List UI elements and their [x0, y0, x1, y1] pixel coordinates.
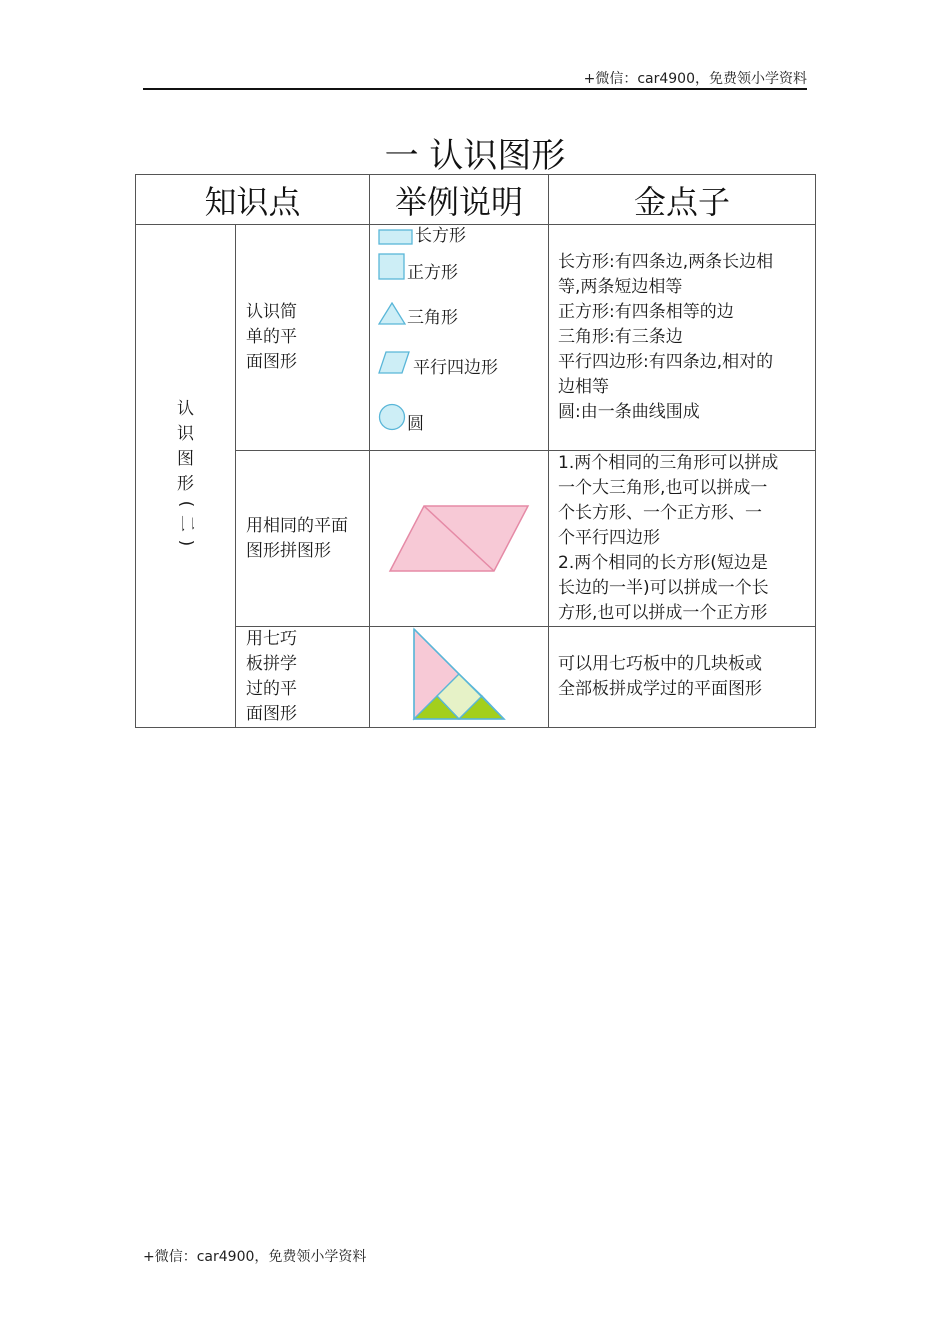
shape-label: 平行四边形	[413, 358, 499, 378]
rectangle-icon	[378, 228, 414, 246]
topic-line: 图形拼图形	[246, 540, 331, 561]
square-icon	[378, 253, 406, 281]
knowledge-table	[135, 174, 816, 728]
shape-item	[378, 347, 498, 378]
tip-cell	[549, 451, 816, 627]
tip-line: 正方形:有四条相等的边	[558, 302, 734, 322]
category-cell	[136, 225, 236, 728]
topic-line: 过的平	[246, 679, 297, 699]
tangram-triangle-icon	[370, 627, 549, 724]
shape-item	[378, 399, 424, 434]
tip-line: 长方形:有四条边,两条长边相	[558, 252, 774, 272]
table-header-row	[136, 175, 816, 225]
tip-line: 个长方形、一个正方形、一	[558, 503, 763, 523]
tip-line: 全部板拼成学过的平面图形	[558, 679, 763, 699]
category-label: 认 识 图 形 ( 二 )	[175, 398, 196, 546]
tip-line: 2.两个相同的长方形(短边是	[558, 553, 768, 573]
topic-line: 单的平	[246, 327, 297, 347]
tip-line: 个平行四边形	[558, 528, 661, 548]
tip-line: 三角形:有三条边	[558, 327, 683, 347]
shape-item	[378, 227, 466, 246]
topic-line: 面图形	[246, 352, 297, 372]
topic-cell	[236, 627, 370, 728]
topic-line: 用相同的平面	[246, 515, 348, 536]
topic-cell	[236, 451, 370, 627]
tip-line: 边相等	[558, 377, 610, 397]
footer-note: +微信：car4900，免费领小学资料	[143, 1249, 367, 1265]
tip-cell	[549, 627, 816, 728]
two-triangles-parallelogram-icon	[388, 504, 530, 574]
table-row	[136, 451, 816, 627]
topic-line: 板拼学	[246, 654, 297, 674]
example-cell	[370, 627, 549, 728]
header-rule	[143, 88, 807, 90]
parallelogram-icon	[378, 351, 410, 375]
tip-line: 1.两个相同的三角形可以拼成	[558, 453, 779, 473]
topic-line: 认识简	[246, 302, 297, 322]
shape-item	[378, 299, 458, 328]
triangle-icon	[378, 302, 406, 326]
table-row	[136, 627, 816, 728]
tip-line: 平行四边形:有四条边,相对的	[558, 352, 774, 372]
example-cell	[370, 225, 549, 451]
header-example: 举例说明	[370, 175, 549, 225]
shape-item	[378, 250, 458, 283]
topic-line: 用七巧	[246, 629, 297, 649]
header-knowledge-point: 知识点	[136, 175, 370, 225]
shape-label: 正方形	[407, 263, 459, 283]
page-title: 一 认识图形	[384, 136, 566, 176]
tip-cell	[549, 225, 816, 451]
shape-label: 长方形	[415, 226, 467, 246]
tip-line: 一个大三角形,也可以拼成一	[558, 478, 768, 498]
tip-line: 可以用七巧板中的几块板或	[558, 654, 763, 674]
shape-label: 三角形	[407, 308, 459, 328]
tip-line: 方形,也可以拼成一个正方形	[558, 603, 768, 623]
topic-cell	[236, 225, 370, 451]
topic-line: 面图形	[246, 704, 297, 724]
shape-label: 圆	[407, 414, 425, 434]
tip-line: 长边的一半)可以拼成一个长	[558, 578, 769, 598]
tip-line: 等,两条短边相等	[558, 277, 683, 297]
circle-icon	[378, 403, 406, 431]
example-cell	[370, 451, 549, 627]
header-tips: 金点子	[549, 175, 816, 225]
tip-line: 圆:由一条曲线围成	[558, 402, 700, 422]
header-note: +微信：car4900，免费领小学资料	[583, 71, 807, 87]
table-row	[136, 225, 816, 451]
